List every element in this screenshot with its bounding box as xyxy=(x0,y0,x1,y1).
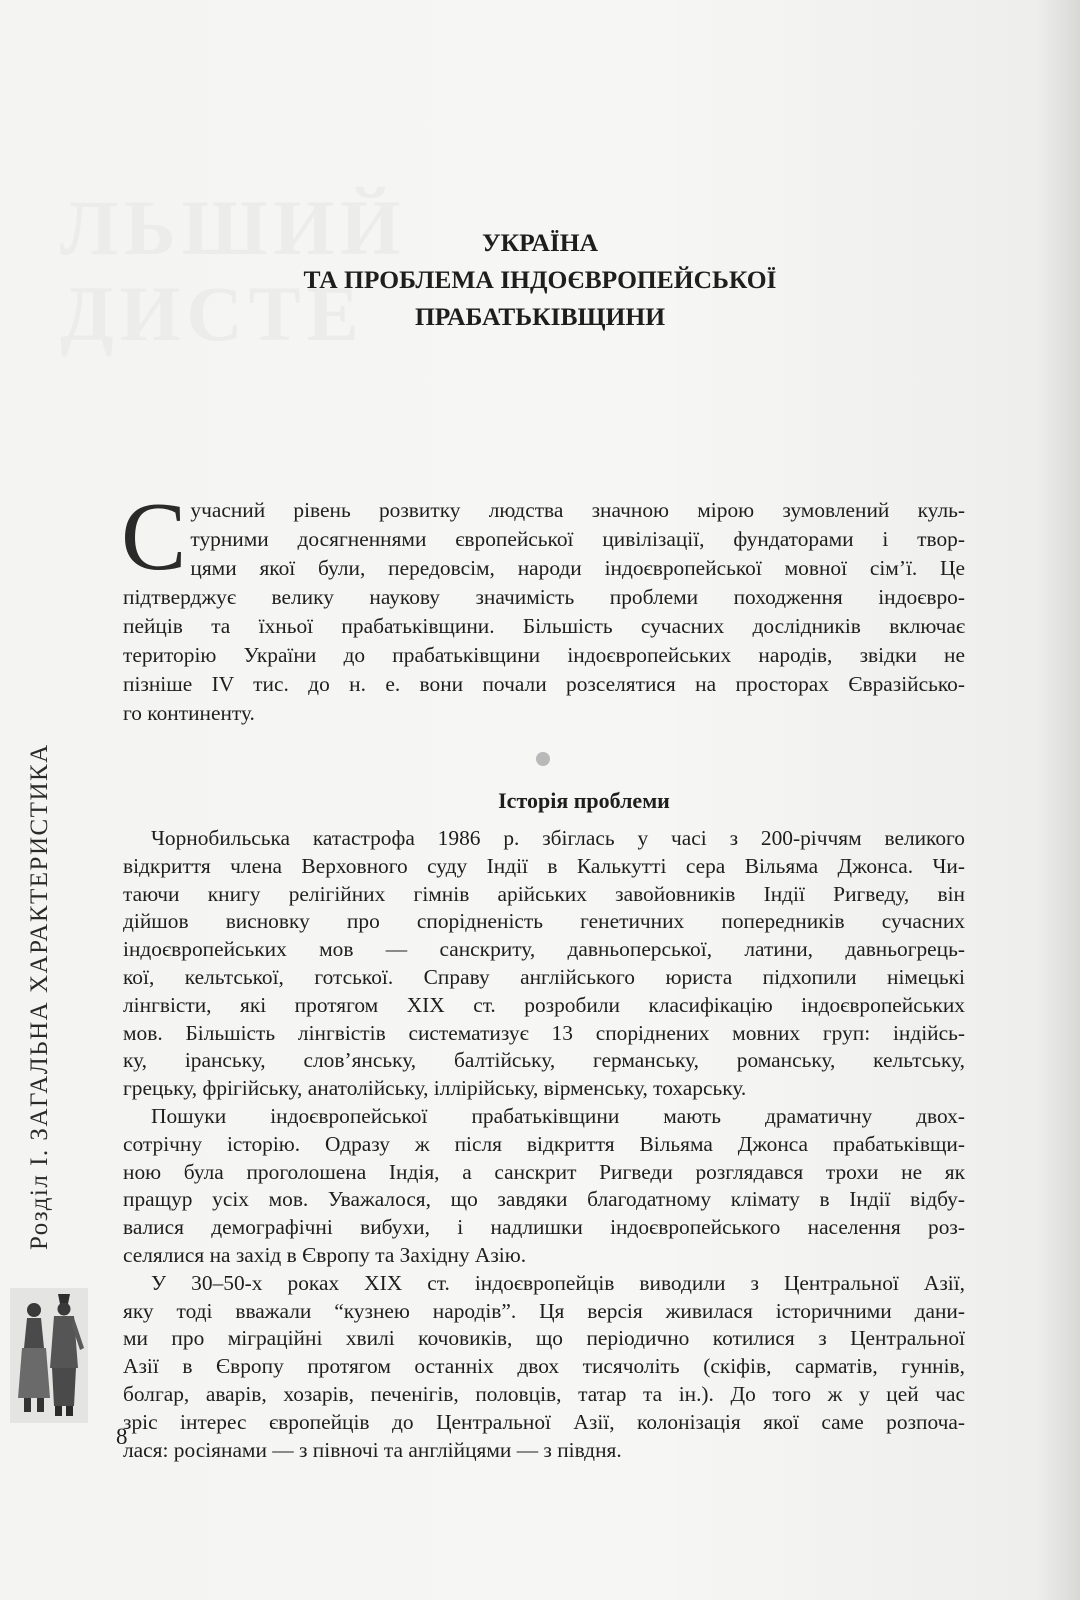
text-line: болгар, аварів, хозарів, печенігів, половців, татар та ін.). До того ж у цей час xyxy=(123,1381,965,1406)
text-line: Азії в Європу протягом останніх двох тисячоліть (скіфів, сарматів, гуннів, xyxy=(123,1354,965,1379)
text-line: пізніше IV тис. до н. е. вони почали розселятися на просторах Євразійсько- xyxy=(123,672,965,696)
paragraph xyxy=(123,825,965,1103)
text-line: ми про міграційні хвилі кочовиків, що періодично котилися з Центральної xyxy=(123,1326,965,1351)
text-line: пращур усіх мов. Уважалося, що завдяки благодатному клімату в Індії відбу- xyxy=(123,1187,965,1212)
folk-figures-illustration xyxy=(10,1288,88,1423)
text-line: У 30–50-х роках XIX ст. індоєвропейців виводили з Центральної Азії, xyxy=(151,1270,965,1295)
title-line: УКРАЇНА xyxy=(481,228,599,257)
text-line: лінгвісти, які протягом XIX ст. розробили класифікацію індоєвропейських xyxy=(123,992,965,1017)
page-number: 8 xyxy=(116,1424,128,1449)
sidebar-section-label: Розділ I. ЗАГАЛЬНА ХАРАКТЕРИСТИКА xyxy=(26,743,53,1250)
section-ornament-dot xyxy=(536,752,550,766)
text-line: відкриття члена Верховного суду Індії в Калькутті сера Вільяма Джонса. Чи- xyxy=(123,853,965,878)
chapter-title xyxy=(0,224,1080,335)
text-line: дійшов висновку про спорідненість генетичних попередників сучасних xyxy=(123,909,965,934)
text-line: грецьку, фрігійську, анатолійську, іллірійську, вірменську, тохарську. xyxy=(123,1076,747,1101)
title-line: ПРАБАТЬКІВЩИНИ xyxy=(414,302,666,331)
text-line: таючи книгу релігійних гімнів арійських завойовників Індії Ригведу, він xyxy=(123,881,965,906)
paragraph xyxy=(123,1270,965,1465)
text-line: Чорнобильська катастрофа 1986 р. збіглась у часі з 200-річчям великого xyxy=(151,826,965,850)
intro-paragraph xyxy=(121,483,965,728)
text-line: кої, кельтської, готської. Справу англійського юриста підхопили німецькі xyxy=(123,964,965,989)
text-line: лася: росіянами — з півночі та англійцями — з півдня. xyxy=(123,1437,622,1462)
text-line: зріс інтерес європейців до Центральної Азії, колонізація якої саме розпоча- xyxy=(123,1409,965,1434)
text-line: турними досягненнями європейської цивілізації, фундаторами і твор- xyxy=(190,527,965,551)
text-line: індоєвропейських мов — санскриту, давньоперської, латини, давньогрець- xyxy=(123,937,965,962)
text-line: валися демографічні вибухи, і надлишки індоєвропейського населення роз- xyxy=(123,1215,965,1240)
title-line: ТА ПРОБЛЕМА ІНДОЄВРОПЕЙСЬКОЇ xyxy=(303,265,777,294)
section-title: Історія проблеми xyxy=(498,788,670,813)
text-line: цями якої були, передовсім, народи індоєвропейської мовної сім’ї. Це xyxy=(190,556,965,580)
text-line: ку, іранську, слов’янську, балтійську, германську, романську, кельтську, xyxy=(123,1048,965,1073)
text-line: мов. Більшість лінгвістів систематизує 13 споріднених мовних груп: індійсь- xyxy=(123,1020,965,1045)
text-line: пейців та їхньої прабатьківщини. Більшість сучасних дослідників включає xyxy=(123,614,965,638)
text-line: учасний рівень розвитку людства значною мірою зумовлений куль- xyxy=(190,498,965,522)
text-line: підтверджує велику наукову значимість проблеми походження індоєвро- xyxy=(123,585,965,609)
text-line: ною була проголошена Індія, а санскрит Ригведи розглядався трохи не як xyxy=(123,1159,965,1184)
text-line: го континенту. xyxy=(123,701,255,725)
text-line: сотрічну історію. Одразу ж після відкриття Вільяма Джонса прабатьківщи- xyxy=(123,1131,965,1156)
text-line: Пошуки індоєвропейської прабатьківщини мають драматичну двох- xyxy=(151,1103,965,1128)
drop-cap: С xyxy=(121,483,187,591)
paragraph xyxy=(123,1103,965,1270)
text-line: селялися на захід в Європу та Західну Азію. xyxy=(123,1242,527,1267)
bleed-through-text: ЛЬШИЙ ДИСТЕ xyxy=(60,184,407,357)
text-line: територію України до прабатьківщини індоєвропейських народів, звідки не xyxy=(123,643,965,667)
text-line: яку тоді вважали “кузнею народів”. Ця версія живилася історичними дани- xyxy=(123,1298,965,1323)
body-text xyxy=(123,825,965,1464)
